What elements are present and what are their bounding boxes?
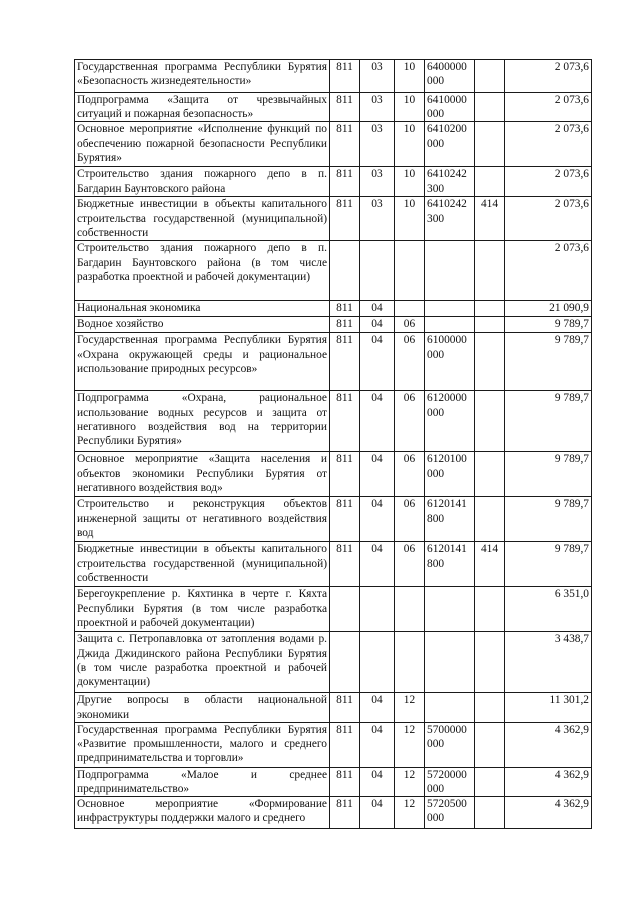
table-row: [75, 60, 592, 93]
row-section: 04: [360, 452, 395, 497]
row-code: 811: [330, 797, 360, 829]
row-section: 04: [360, 391, 395, 452]
row-code: [330, 632, 360, 693]
row-code: [330, 587, 360, 632]
row-sum: 9 789,7: [505, 333, 592, 391]
row-sum: 3 438,7: [505, 632, 592, 693]
table-row: [75, 722, 592, 767]
table-row: [75, 241, 592, 301]
row-subsection: 10: [395, 60, 425, 93]
row-section: 04: [360, 797, 395, 829]
row-code: 811: [330, 60, 360, 93]
row-subsection: 10: [395, 122, 425, 167]
row-subsection: 12: [395, 722, 425, 767]
table-row: [75, 197, 592, 241]
row-section: 03: [360, 93, 395, 122]
table-row: [75, 391, 592, 452]
table-row: [75, 497, 592, 542]
row-sum: 11 301,2: [505, 693, 592, 722]
row-name: Национальная экономика: [75, 301, 330, 317]
row-article: [425, 241, 475, 301]
row-expense-type: [475, 452, 505, 497]
row-sum: 2 073,6: [505, 93, 592, 122]
row-sum: 9 789,7: [505, 391, 592, 452]
row-code: 811: [330, 497, 360, 542]
row-expense-type: [475, 241, 505, 301]
row-section: [360, 632, 395, 693]
row-section: 03: [360, 167, 395, 197]
row-name: Бюджетные инвестиции в объекты капитального строительства государственной (муниципальной) собственности: [75, 197, 330, 241]
row-name: Защита с. Петропавловка от затопления водами р. Джида Джидинского района Республики Бурятия (в том числе разработка проектной и рабочей документации): [75, 632, 330, 693]
row-name: Подпрограмма «Охрана, рациональное использование водных ресурсов и защита от негативного воздействия вод на территории Республики Бурятия»: [75, 391, 330, 452]
row-sum: 2 073,6: [505, 122, 592, 167]
row-code: 811: [330, 317, 360, 333]
row-article: 5720500 000: [425, 797, 475, 829]
row-section: 04: [360, 722, 395, 767]
row-section: 04: [360, 497, 395, 542]
row-article: 6120141 800: [425, 497, 475, 542]
row-expense-type: [475, 167, 505, 197]
row-subsection: [395, 587, 425, 632]
row-article: 5700000 000: [425, 722, 475, 767]
row-subsection: 10: [395, 197, 425, 241]
row-expense-type: [475, 122, 505, 167]
row-code: 811: [330, 333, 360, 391]
row-article: 6400000 000: [425, 60, 475, 93]
row-subsection: 10: [395, 167, 425, 197]
table-row: [75, 333, 592, 391]
row-section: 03: [360, 122, 395, 167]
row-name: Государственная программа Республики Бурятия «Безопасность жизнедеятельности»: [75, 60, 330, 93]
table-row: [75, 767, 592, 796]
row-article: 6100000 000: [425, 333, 475, 391]
row-sum: 9 789,7: [505, 542, 592, 587]
row-article: 6410000 000: [425, 93, 475, 122]
row-sum: 21 090,9: [505, 301, 592, 317]
table-row: [75, 587, 592, 632]
row-section: 04: [360, 333, 395, 391]
row-name: Основное мероприятие «Исполнение функций по обеспечению пожарной безопасности Республики Бурятия»: [75, 122, 330, 167]
row-name: Основное мероприятие «Защита населения и объектов экономики Республики Бурятия от негативного воздействия вод»: [75, 452, 330, 497]
row-subsection: [395, 301, 425, 317]
row-expense-type: [475, 333, 505, 391]
row-article: 6410242 300: [425, 167, 475, 197]
table-row: [75, 452, 592, 497]
row-name: Бюджетные инвестиции в объекты капитального строительства государственной (муниципальной) собственности: [75, 542, 330, 587]
row-code: 811: [330, 767, 360, 796]
row-name: Основное мероприятие «Формирование инфраструктуры поддержки малого и среднего: [75, 797, 330, 829]
row-expense-type: [475, 632, 505, 693]
table-row: [75, 317, 592, 333]
row-subsection: 06: [395, 391, 425, 452]
row-name: Подпрограмма «Защита от чрезвычайных ситуаций и пожарная безопасность»: [75, 93, 330, 122]
row-expense-type: 414: [475, 197, 505, 241]
table-row: [75, 122, 592, 167]
row-code: 811: [330, 122, 360, 167]
row-article: [425, 301, 475, 317]
row-subsection: 06: [395, 497, 425, 542]
table-body: [75, 60, 592, 829]
row-expense-type: [475, 797, 505, 829]
row-subsection: 06: [395, 333, 425, 391]
row-subsection: 10: [395, 93, 425, 122]
row-sum: 4 362,9: [505, 722, 592, 767]
row-section: 04: [360, 542, 395, 587]
row-article: 5720000 000: [425, 767, 475, 796]
row-code: [330, 241, 360, 301]
row-subsection: 06: [395, 542, 425, 587]
row-sum: 4 362,9: [505, 797, 592, 829]
row-code: 811: [330, 542, 360, 587]
table-row: [75, 93, 592, 122]
row-subsection: 06: [395, 317, 425, 333]
row-code: 811: [330, 167, 360, 197]
table-row: [75, 693, 592, 722]
row-expense-type: [475, 497, 505, 542]
row-expense-type: [475, 767, 505, 796]
row-article: 6120000 000: [425, 391, 475, 452]
row-sum: 9 789,7: [505, 452, 592, 497]
row-expense-type: [475, 722, 505, 767]
row-section: 04: [360, 693, 395, 722]
row-code: 811: [330, 391, 360, 452]
row-article: [425, 632, 475, 693]
row-code: 811: [330, 93, 360, 122]
row-section: [360, 241, 395, 301]
row-subsection: [395, 241, 425, 301]
row-article: 6410242 300: [425, 197, 475, 241]
row-sum: 2 073,6: [505, 167, 592, 197]
row-section: 04: [360, 767, 395, 796]
row-expense-type: 414: [475, 542, 505, 587]
row-article: [425, 317, 475, 333]
budget-table: [74, 59, 592, 829]
row-name: Государственная программа Республики Бурятия «Развитие промышленности, малого и среднего предпринимательства и торговли»: [75, 722, 330, 767]
row-code: 811: [330, 197, 360, 241]
row-sum: 2 073,6: [505, 60, 592, 93]
row-code: 811: [330, 301, 360, 317]
table-row: [75, 542, 592, 587]
table-row: [75, 632, 592, 693]
row-article: 6120141 800: [425, 542, 475, 587]
row-section: 03: [360, 60, 395, 93]
row-expense-type: [475, 693, 505, 722]
row-section: 04: [360, 317, 395, 333]
row-expense-type: [475, 317, 505, 333]
row-subsection: [395, 632, 425, 693]
row-sum: 4 362,9: [505, 767, 592, 796]
row-name: Берегоукрепление р. Кяхтинка в черте г. Кяхта Республики Бурятия (в том числе разработка проектной и рабочей документации): [75, 587, 330, 632]
row-name: Строительство здания пожарного депо в п. Багдарин Баунтовского района: [75, 167, 330, 197]
row-subsection: 06: [395, 452, 425, 497]
row-expense-type: [475, 60, 505, 93]
row-sum: 2 073,6: [505, 197, 592, 241]
row-name: Водное хозяйство: [75, 317, 330, 333]
row-name: Государственная программа Республики Бурятия «Охрана окружающей среды и рациональное использование природных ресурсов»: [75, 333, 330, 391]
row-article: 6410200 000: [425, 122, 475, 167]
table-row: [75, 797, 592, 829]
row-sum: 6 351,0: [505, 587, 592, 632]
row-sum: 9 789,7: [505, 317, 592, 333]
row-code: 811: [330, 693, 360, 722]
row-subsection: 12: [395, 797, 425, 829]
row-sum: 9 789,7: [505, 497, 592, 542]
row-expense-type: [475, 391, 505, 452]
row-code: 811: [330, 452, 360, 497]
row-subsection: 12: [395, 693, 425, 722]
row-article: [425, 693, 475, 722]
row-article: [425, 587, 475, 632]
row-sum: 2 073,6: [505, 241, 592, 301]
row-section: [360, 587, 395, 632]
table-row: [75, 167, 592, 197]
table-row: [75, 301, 592, 317]
row-name: Строительство здания пожарного депо в п. Багдарин Баунтовского района (в том числе разработка проектной и рабочей документации): [75, 241, 330, 301]
row-article: 6120100 000: [425, 452, 475, 497]
row-subsection: 12: [395, 767, 425, 796]
row-expense-type: [475, 301, 505, 317]
row-name: Строительство и реконструкция объектов инженерной защиты от негативного воздействия вод: [75, 497, 330, 542]
row-expense-type: [475, 93, 505, 122]
row-section: 04: [360, 301, 395, 317]
row-expense-type: [475, 587, 505, 632]
row-section: 03: [360, 197, 395, 241]
row-name: Другие вопросы в области национальной экономики: [75, 693, 330, 722]
row-name: Подпрограмма «Малое и среднее предпринимательство»: [75, 767, 330, 796]
row-code: 811: [330, 722, 360, 767]
